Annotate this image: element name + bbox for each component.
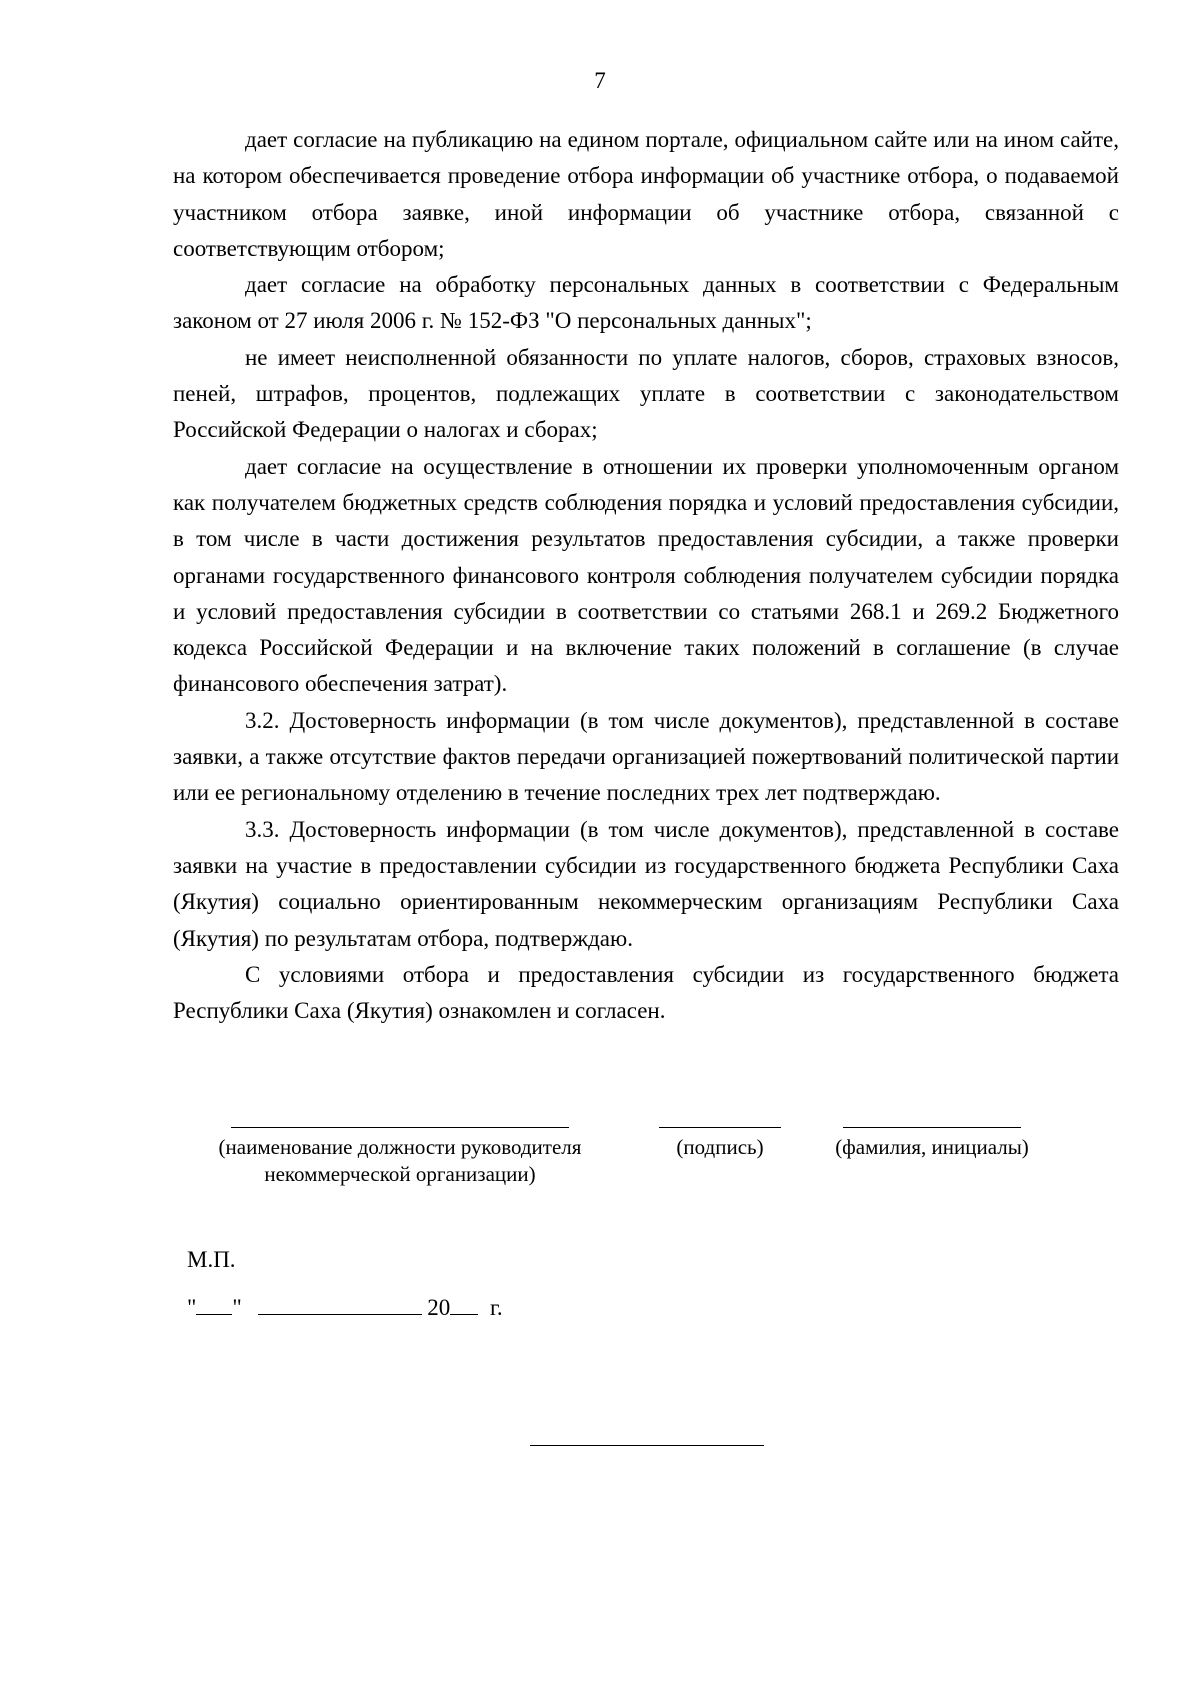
name-line	[843, 1127, 1021, 1128]
paragraph-3-3: 3.3. Достоверность информации (в том числе документов), представленной в составе заявки на участие в предоставлении субсидии из государственного бюджета Республики Саха (Якутия) социально ориентированным некоммерческим организациям Республики Саха (Якутия) по результатам отбора, подтверждаю.	[173, 816, 1119, 951]
name-caption: (фамилия, инициалы)	[835, 1135, 1029, 1159]
position-caption-line2: некоммерческой организации)	[264, 1162, 536, 1186]
day-blank	[196, 1292, 232, 1315]
year-prefix: 20	[427, 1295, 451, 1320]
paragraph-consent-personal-data: дает согласие на обработку персональных данных в соответствии с Федеральным законом от 27 июля 2006 г. № 152-ФЗ "О персональных данных";	[173, 272, 1119, 334]
paragraph-no-tax-debt: не имеет неисполненной обязанности по уплате налогов, сборов, страховых взносов, пеней, штрафов, процентов, подлежащих уплате в соответствии с законодательством Российской Федерации о налогах и сборах;	[173, 344, 1119, 443]
position-field	[210, 1127, 590, 1188]
paragraph-agreement: С условиями отбора и предоставления субсидии из государственного бюджета Республики Саха (Якутия) ознакомлен и согласен.	[173, 961, 1119, 1024]
paragraph-3-2: 3.2. Достоверность информации (в том числе документов), представленной в составе заявки, а также отсутствие фактов передачи организацией пожертвований политической партии или ее региональному отделению в течение последних трех лет подтверждаю.	[173, 707, 1119, 806]
name-field	[822, 1127, 1042, 1161]
position-caption-line1: (наименование должности руководителя	[218, 1135, 582, 1159]
date-open-quote: "	[187, 1295, 197, 1320]
position-line	[231, 1127, 569, 1128]
signature-field	[650, 1127, 790, 1161]
paragraph-consent-publication: дает согласие на публикацию на едином портале, официальном сайте или на ином сайте, на котором обеспечивается проведение отбора информации об участнике отбора, о подаваемой участником отбора заявке, иной информации об участнике отбора, связанной с соответствующим отбором;	[173, 127, 1119, 261]
signature-caption: (подпись)	[676, 1135, 764, 1159]
signature-line	[659, 1127, 781, 1128]
paragraph-consent-inspection: дает согласие на осуществление в отношении их проверки уполномоченным органом как получателем бюджетных средств соблюдения порядка и условий предоставления субсидии, в том числе в части достижения результатов предоставления субсидии, а также проверки органами государственного финансового контроля соблюдения получателем субсидии порядка и условий предоставления субсидии в соответствии со статьями 268.1 и 269.2 Бюджетного кодекса Российской Федерации и на включение таких положений в соглашение (в случае финансового обеспечения затрат).	[173, 453, 1119, 697]
closing-rule	[530, 1445, 764, 1446]
signature-block	[0, 1127, 1200, 1207]
document-body	[173, 122, 1119, 1029]
date-line	[187, 1292, 503, 1321]
year-suffix: г.	[490, 1295, 503, 1320]
page-number: 7	[594, 68, 606, 93]
year-blank	[450, 1292, 478, 1315]
month-blank	[258, 1292, 422, 1315]
stamp-label: М.П.	[187, 1247, 236, 1272]
date-close-quote: "	[232, 1295, 242, 1320]
